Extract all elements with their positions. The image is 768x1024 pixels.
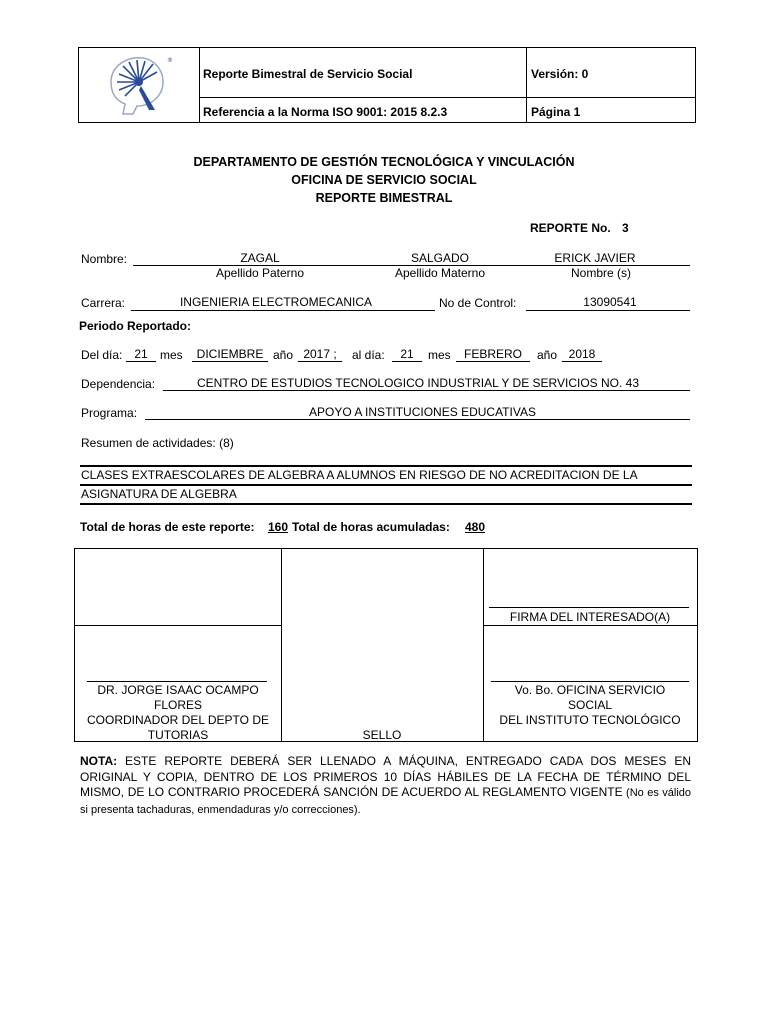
vobo-line3: DEL INSTITUTO TECNOLÓGICO (499, 713, 681, 727)
mes2-value: FEBRERO (463, 347, 522, 361)
anio2-label: año (537, 348, 558, 362)
apellido-materno-caption: Apellido Materno (394, 266, 486, 280)
control-label: No de Control: (439, 296, 517, 310)
resumen-line1: CLASES EXTRAESCOLARES DE ALGEBRA A ALUMNOS EN RIESGO DE NO ACREDITACION DE LA (81, 468, 638, 482)
apellido-paterno-value: ZAGAL (240, 251, 280, 265)
report-number-value: 3 (622, 221, 629, 235)
header-table (78, 47, 696, 123)
header-title: Reporte Bimestral de Servicio Social (203, 67, 413, 81)
signature-table (74, 548, 698, 742)
sello-label: SELLO (362, 728, 402, 742)
horas-reporte-value: 160 (268, 520, 289, 534)
nombres-value: ERICK JAVIER (554, 251, 636, 265)
horas-reporte-label: Total de horas de este reporte: (80, 520, 255, 534)
coordinador-line4: TUTORIAS (147, 728, 209, 742)
del-dia-label: Del día: (81, 348, 123, 362)
svg-text:®: ® (167, 57, 173, 64)
report-title: REPORTE BIMESTRAL (315, 191, 453, 205)
programa-label: Programa: (81, 406, 138, 420)
mes1-label: mes (160, 348, 183, 362)
dia1-value: 21 (134, 347, 148, 361)
apellido-paterno-caption: Apellido Paterno (215, 266, 305, 280)
anio1-label: año (273, 348, 294, 362)
periodo-label: Periodo Reportado: (79, 319, 192, 333)
department-title: DEPARTAMENTO DE GESTIÓN TECNOLÓGICA Y VINCULACIÓN (193, 155, 575, 169)
resumen-line2: ASIGNATURA DE ALGEBRA (81, 487, 237, 501)
dia2-value: 21 (400, 347, 414, 361)
dependencia-label: Dependencia: (81, 377, 156, 391)
firma-interesado: FIRMA DEL INTERESADO(A) (509, 610, 671, 624)
institution-logo (99, 52, 179, 118)
nota-small: (No es válido si presenta tachaduras, enmendaduras y/o correcciones). (80, 787, 691, 816)
coordinador-line2: FLORES (153, 698, 202, 712)
carrera-value: INGENIERIA ELECTROMECANICA (179, 295, 373, 309)
mes1-value: DICIEMBRE (196, 347, 264, 361)
resumen-label: Resumen de actividades: (8) (81, 436, 234, 450)
report-number-label: REPORTE No. (530, 221, 611, 235)
horas-acumuladas-label: Total de horas acumuladas: (292, 520, 450, 534)
nombre-label: Nombre: (81, 252, 128, 266)
anio2-value: 2018 (568, 347, 596, 361)
header-version: Versión: 0 (531, 67, 589, 81)
nota-label: NOTA: (80, 754, 118, 768)
office-title: OFICINA DE SERVICIO SOCIAL (291, 173, 477, 187)
vobo-line1: Vo. Bo. OFICINA SERVICIO (514, 683, 666, 697)
header-page: Página 1 (531, 105, 581, 119)
nota-paragraph (80, 754, 691, 818)
horas-acumuladas-value: 480 (465, 520, 486, 534)
apellido-materno-value: SALGADO (410, 251, 470, 265)
coordinador-line1: DR. JORGE ISAAC OCAMPO (97, 683, 259, 697)
anio1-value: 2017 ; (303, 347, 337, 361)
programa-value: APOYO A INSTITUCIONES EDUCATIVAS (309, 405, 536, 419)
vobo-line2: SOCIAL (567, 698, 612, 712)
mes2-label: mes (428, 348, 451, 362)
nota-text: ESTE REPORTE DEBERÁ SER LLENADO A MÁQUINA, ENTREGADO CADA DOS MESES EN ORIGINAL Y COPIA, DENTRO DE LOS PRIMEROS 10 DÍAS HÁBILES DE LA FECHA DE TÉRMINO DEL MISMO, DE LO CONTRARIO PROCEDERÁ SANCIÓN DE ACUERDO AL REGLAMENTO VIGENTE (80, 754, 691, 799)
header-reference: Referencia a la Norma ISO 9001: 2015 8.2.3 (203, 105, 448, 119)
nombres-caption: Nombre (s) (570, 266, 631, 280)
coordinador-line3: COORDINADOR DEL DEPTO DE (86, 713, 270, 727)
control-value: 13090541 (583, 295, 637, 309)
dependencia-value: CENTRO DE ESTUDIOS TECNOLOGICO INDUSTRIAL Y DE SERVICIOS NO. 43 (196, 376, 640, 390)
carrera-label: Carrera: (81, 296, 126, 310)
al-dia-label: al día: (352, 348, 385, 362)
